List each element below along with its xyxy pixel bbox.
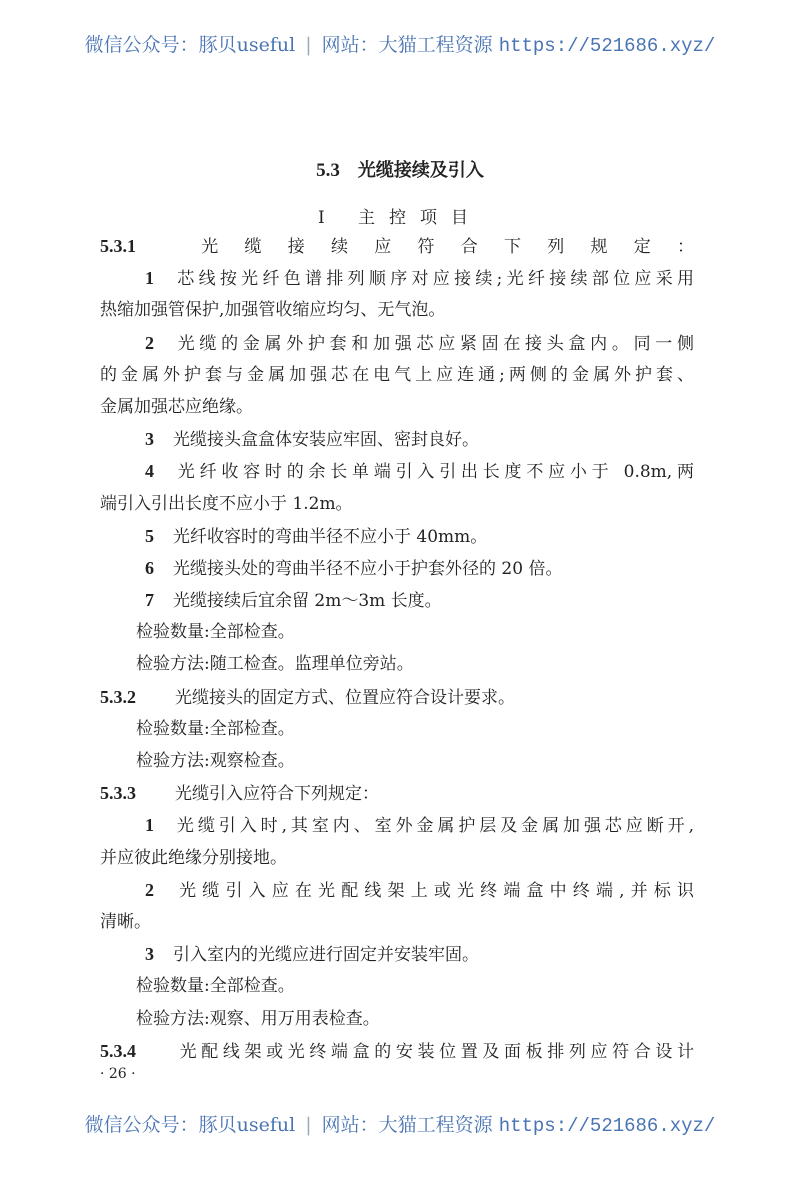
item-text: 光纤收容时的弯曲半径不应小于 40mm。	[173, 526, 488, 547]
item-text: 光缆接续后宜余留 2m～3m 长度。	[173, 591, 442, 612]
item-line	[100, 552, 694, 584]
clause-text: 光缆引入应符合下列规定：	[175, 784, 379, 805]
watermark-url[interactable]: https://521686.xyz/	[498, 1115, 716, 1137]
item-text: 光缆接头盒盒体安装应牢固、密封良好。	[173, 430, 479, 451]
document-body	[100, 230, 694, 1067]
item-line	[100, 262, 694, 294]
clause-line	[100, 1035, 694, 1067]
item-text: 光缆接头处的弯曲半径不应小于护套外径的 20 倍。	[173, 558, 563, 579]
clause-text: 光配线架或光终端盒的安装位置及面板排列应符合设计	[175, 1041, 694, 1062]
inspection-method: 检验方法:观察检查。	[136, 751, 295, 771]
item-line	[100, 938, 694, 970]
watermark-url[interactable]: https://521686.xyz/	[498, 35, 716, 57]
item-number: 6	[145, 557, 154, 578]
item-text: 光纤收容时的余长单端引入引出长度不应小于 0.8m,两	[173, 462, 694, 483]
text-line: 的金属外护套与金属加强芯在电气上应连通;两侧的金属外护套、	[100, 364, 694, 385]
item-number: 3	[145, 429, 154, 450]
clause-number: 5.3.4	[100, 1040, 136, 1061]
item-number: 2	[145, 879, 154, 900]
item-text: 芯线按光纤色谱排列顺序对应接续;光纤接续部位应采用	[173, 269, 694, 290]
clause-line	[100, 230, 694, 262]
inspection-method: 检验方法:观察、用万用表检查。	[136, 1008, 380, 1029]
section-number: 5.3	[316, 160, 340, 181]
watermark-top	[0, 30, 800, 57]
item-number: 2	[145, 332, 154, 353]
item-line	[100, 809, 694, 841]
watermark-separator: |	[305, 34, 312, 56]
inspection-method: 检验方法:随工检查。监理单位旁站。	[136, 654, 414, 675]
item-number: 5	[145, 525, 154, 546]
watermark-site: 网站：大猫工程资源	[321, 1114, 493, 1136]
item-line	[100, 423, 694, 455]
clause-text: 光缆接头的固定方式、位置应符合设计要求。	[175, 687, 515, 708]
watermark-text: 微信公众号：豚贝useful	[84, 34, 296, 56]
section-title: 光缆接续及引入	[357, 160, 484, 181]
item-number: 4	[145, 461, 154, 482]
text-line: 端引入引出长度不应小于 1.2m。	[100, 493, 353, 514]
clause-number: 5.3.1	[100, 236, 136, 256]
inspection-quantity: 检验数量:全部检查。	[136, 976, 295, 997]
watermark-bottom	[0, 1110, 800, 1137]
clause-number: 5.3.3	[100, 783, 136, 804]
clause-line	[100, 681, 694, 713]
inspection-quantity: 检验数量:全部检查。	[136, 718, 295, 739]
item-number: 7	[145, 590, 154, 611]
item-number: 1	[145, 268, 154, 289]
clause-number: 5.3.2	[100, 686, 136, 707]
item-number: 3	[145, 944, 154, 965]
subheading: Ⅰ 主控项目	[317, 208, 483, 228]
item-text: 光缆引入应在光配线架上或光终端盒中终端,并标识	[173, 880, 694, 901]
item-text: 引入室内的光缆应进行固定并安装牢固。	[173, 945, 479, 966]
watermark-site: 网站：大猫工程资源	[321, 34, 493, 56]
item-line	[100, 455, 694, 487]
item-number: 1	[145, 815, 154, 836]
inspection-quantity: 检验数量:全部检查。	[136, 622, 295, 643]
item-line	[100, 327, 694, 359]
clause-line	[100, 777, 694, 809]
text-line: 热缩加强管保护,加强管收缩应均匀、无气泡。	[100, 300, 446, 321]
text-line: 清晰。	[100, 911, 151, 932]
item-text: 光缆的金属外护套和加强芯应紧固在接头盒内。同一侧	[173, 333, 694, 354]
item-line	[100, 584, 694, 616]
item-line	[100, 520, 694, 552]
clause-text: 光缆接续应符合下列规定：	[175, 237, 694, 257]
item-text: 光缆引入时,其室内、室外金属护层及金属加强芯应断开,	[173, 816, 694, 837]
item-line	[100, 874, 694, 906]
section-heading	[0, 156, 800, 182]
text-line: 金属加强芯应绝缘。	[100, 396, 253, 417]
page-number: · 26 ·	[100, 1066, 136, 1082]
watermark-separator: |	[305, 1114, 312, 1136]
watermark-text: 微信公众号：豚贝useful	[84, 1114, 296, 1136]
text-line: 并应彼此绝缘分别接地。	[100, 847, 287, 868]
